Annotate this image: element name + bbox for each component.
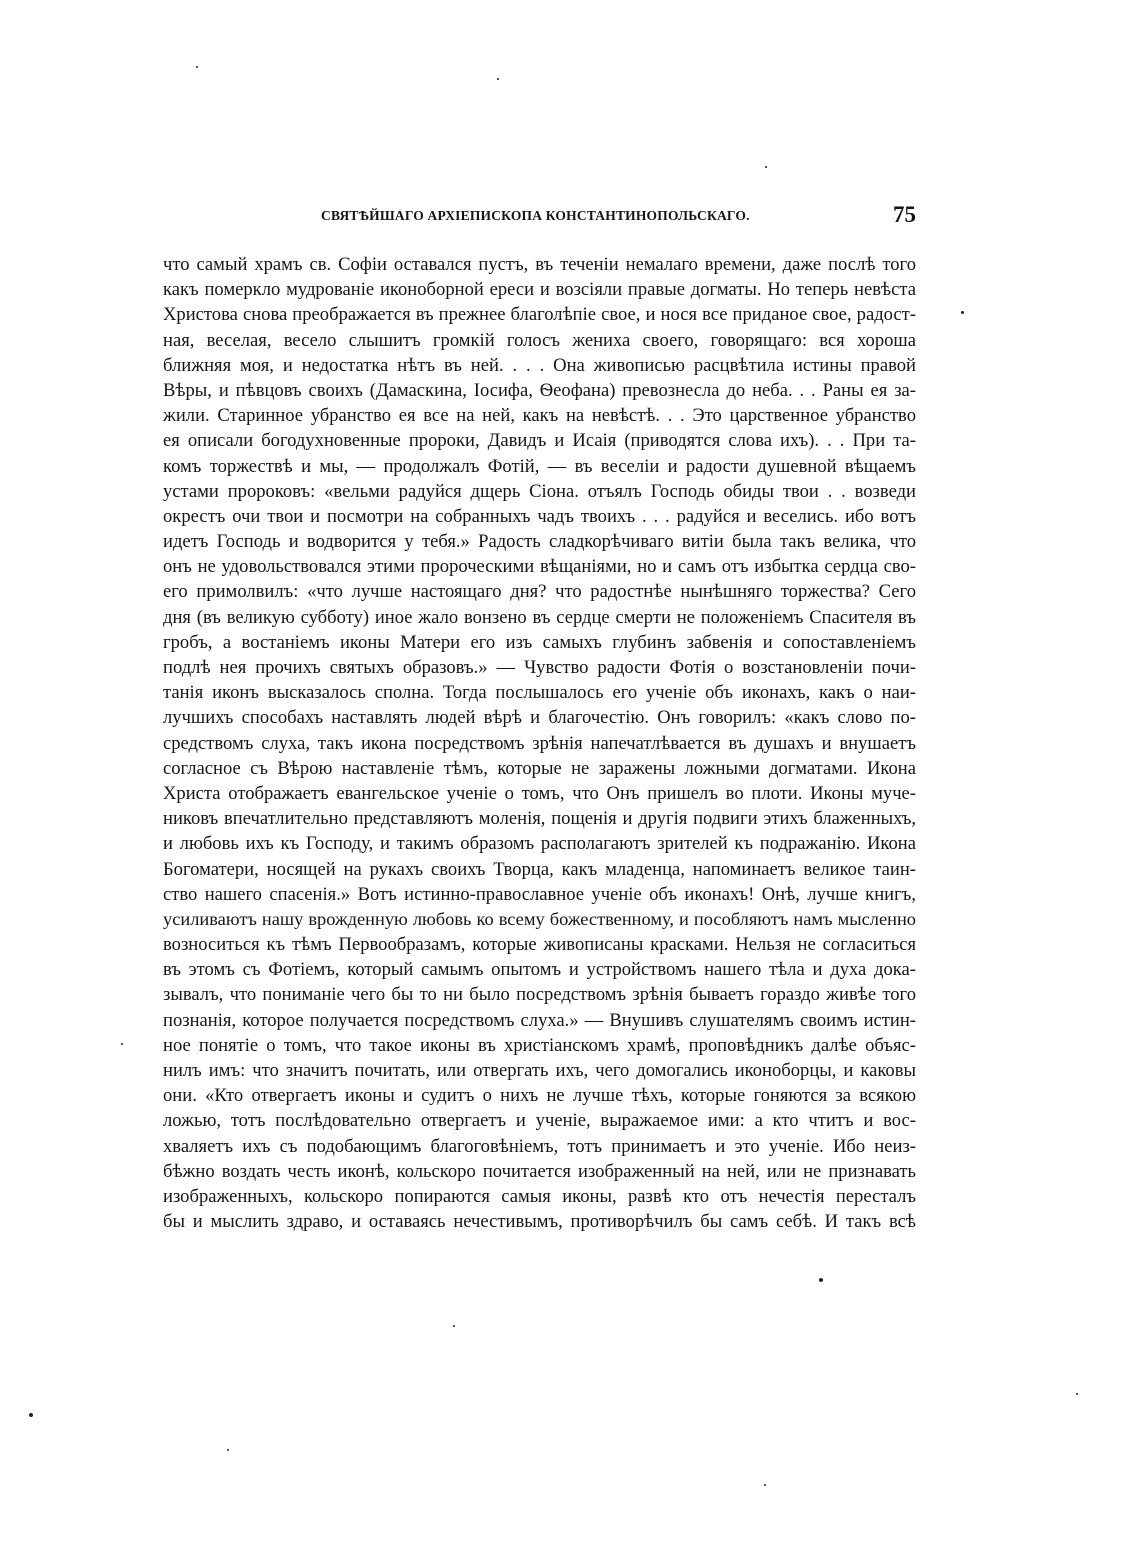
scan-speck [29, 1413, 33, 1417]
body-text [163, 252, 916, 1234]
text-line: ея описали богодухновенные пророки, Давидъ и Исаія (приводятся слова ихъ). . . При та- [163, 430, 916, 452]
scan-speck [765, 166, 767, 168]
scan-speck [453, 1325, 455, 1327]
scan-speck [1076, 1393, 1078, 1395]
text-line: ближняя моя, и недостатка нѣтъ въ ней. . . . Она живописью расцвѣтила истины правой [163, 354, 916, 376]
text-line: подлѣ нея прочихъ святыхъ образовъ.» — Чувство радости Фотія о возстановленіи почи- [163, 657, 916, 678]
text-line: ная, веселая, весело слышитъ громкій голосъ жениха своего, говорящаго: вся хороша [163, 329, 916, 351]
text-line: изображенныхъ, кольскоро попираются самыя иконы, развѣ кто отъ нечестія пересталъ [163, 1185, 916, 1207]
text-line: хваляетъ ихъ съ подобающимъ благоговѣніемъ, тотъ принимаетъ и это ученіе. Ибо неиз- [163, 1135, 916, 1157]
text-line: Богоматери, носящей на рукахъ своихъ Творца, какъ младенца, напоминаетъ великое таин- [163, 858, 916, 880]
page-number: 75 [893, 202, 916, 227]
text-line: гробъ, а востаніемъ иконы Матери его изъ самыхъ глубинъ забвенія и сопоставленіемъ [163, 631, 916, 653]
text-line: зывалъ, что пониманіе чего бы то ни было посредствомъ зрѣнія бываетъ гораздо живѣе того [163, 984, 916, 1006]
text-line: что самый храмъ св. Софіи оставался пустъ, въ теченіи немалаго времени, даже послѣ того [163, 254, 916, 275]
text-line: они. «Кто отвергаетъ иконы и судитъ о нихъ не лучше тѣхъ, которые гоняются за всякою [163, 1085, 916, 1107]
text-line: и любовь ихъ къ Господу, и такимъ образомъ располагаютъ зрителей къ подражанію. Икона [163, 833, 916, 855]
scan-speck [961, 311, 964, 314]
text-line: его примолвилъ: «что лучше настоящаго дня? что радостнѣе нынѣшняго торжества? Сего [163, 581, 916, 603]
scan-speck [196, 66, 198, 68]
text-line: комъ торжествѣ и мы, — продолжалъ Фотій, — въ веселіи и радости душевной вѣщаемъ [163, 455, 916, 477]
scan-speck [121, 1043, 123, 1045]
text-line: танія иконъ высказалось сполна. Тогда послышалось его ученіе объ иконахъ, какъ о наи- [163, 682, 916, 704]
text-line: согласное съ Вѣрою наставленіе тѣмъ, которые не заражены ложными догматами. Икона [163, 757, 916, 779]
running-header [163, 202, 916, 230]
scan-speck [764, 1484, 766, 1486]
text-line: познанія, которое получается посредствомъ слуха.» — Внушивъ слушателямъ своимъ истин- [163, 1009, 916, 1031]
text-line: въ этомъ съ Фотіемъ, который самымъ опытомъ и устройствомъ нашего тѣла и духа дока- [163, 959, 916, 981]
text-line: Христа отображаетъ евангельское ученіе о томъ, что Онъ пришелъ во плоти. Иконы муче- [163, 782, 916, 804]
text-line: бы и мыслить здраво, и оставаясь нечестивымъ, противорѣчилъ бы самъ себѣ. И такъ всѣ [163, 1211, 916, 1233]
text-line: какъ померкло мудрованіе иконоборной ереси и возсіяли правые догматы. Но теперь невѣста [163, 279, 916, 301]
text-line: Христова снова преображается въ прежнее благолѣпіе свое, и нося все приданое свое, радост- [163, 304, 916, 326]
scan-speck [819, 1278, 823, 1282]
text-line: окрестъ очи твои и посмотри на собранныхъ чадъ твоихъ . . . радуйся и веселись. ибо вотъ [163, 505, 916, 527]
text-line: средствомъ слуха, такъ икона посредствомъ зрѣнія напечатлѣвается въ душахъ и внушаетъ [163, 732, 916, 754]
text-line: дня (въ великую субботу) иное жало вонзено въ сердце смерти не положеніемъ Спасителя въ [163, 606, 916, 628]
text-line: нилъ имъ: что значитъ почитать, или отвергать ихъ, чего домогались иконоборцы, и каковы [163, 1060, 916, 1081]
text-line: бѣжно воздать честь иконѣ, кольскоро почитается изображенный на ней, или не признавать [163, 1160, 916, 1182]
running-title: СВЯТѢЙШАГО АРХІЕПИСКОПА КОНСТАНТИНОПОЛЬСКАГО. [321, 208, 750, 223]
scan-speck [497, 78, 499, 80]
text-line: Вѣры, и пѣвцовъ своихъ (Дамаскина, Іосифа, Ѳеофана) превознесла до неба. . . Раны ея за- [163, 379, 916, 401]
text-line: онъ не удовольствовался этими пророческими вѣщаніями, но и самъ отъ избытка сердца сво- [163, 556, 916, 578]
text-line: идетъ Господь и водворится у тебя.» Радость сладкорѣчиваго витіи была такъ велика, что [163, 531, 916, 553]
scan-speck [227, 1449, 229, 1451]
text-line: ложью, тотъ послѣдовательно отвергаетъ и ученіе, выражаемое ими: а кто чтитъ и вос- [163, 1110, 916, 1132]
text-line: возноситься къ тѣмъ Первообразамъ, которые живописаны красками. Нельзя не согласиться [163, 934, 916, 956]
text-line: никовъ впечатлительно представляютъ моленія, пощенія и другія подвиги этихъ блаженныхъ, [163, 808, 916, 830]
text-line: ство нашего спасенія.» Вотъ истинно-православное ученіе объ иконахъ! Онѣ, лучше книгъ, [163, 883, 916, 905]
text-line: жили. Старинное убранство ея все на ней, какъ на невѣстѣ. . . Это царственное убранство [163, 405, 916, 427]
text-line: устами пророковъ: «вельми радуйся дщерь Сіона. отъялъ Господь обиды твои . . возведи [163, 480, 916, 502]
text-line: лучшихъ способахъ наставлять людей вѣрѣ и благочестію. Онъ говорилъ: «какъ слово по- [163, 707, 916, 729]
text-line: ное понятіе о томъ, что такое иконы въ христіанскомъ храмѣ, проповѣдникъ далѣе объяс- [163, 1034, 916, 1056]
text-line: усиливаютъ нашу врожденную любовь ко всему божественному, и пособляютъ намъ мысленно [163, 908, 916, 929]
